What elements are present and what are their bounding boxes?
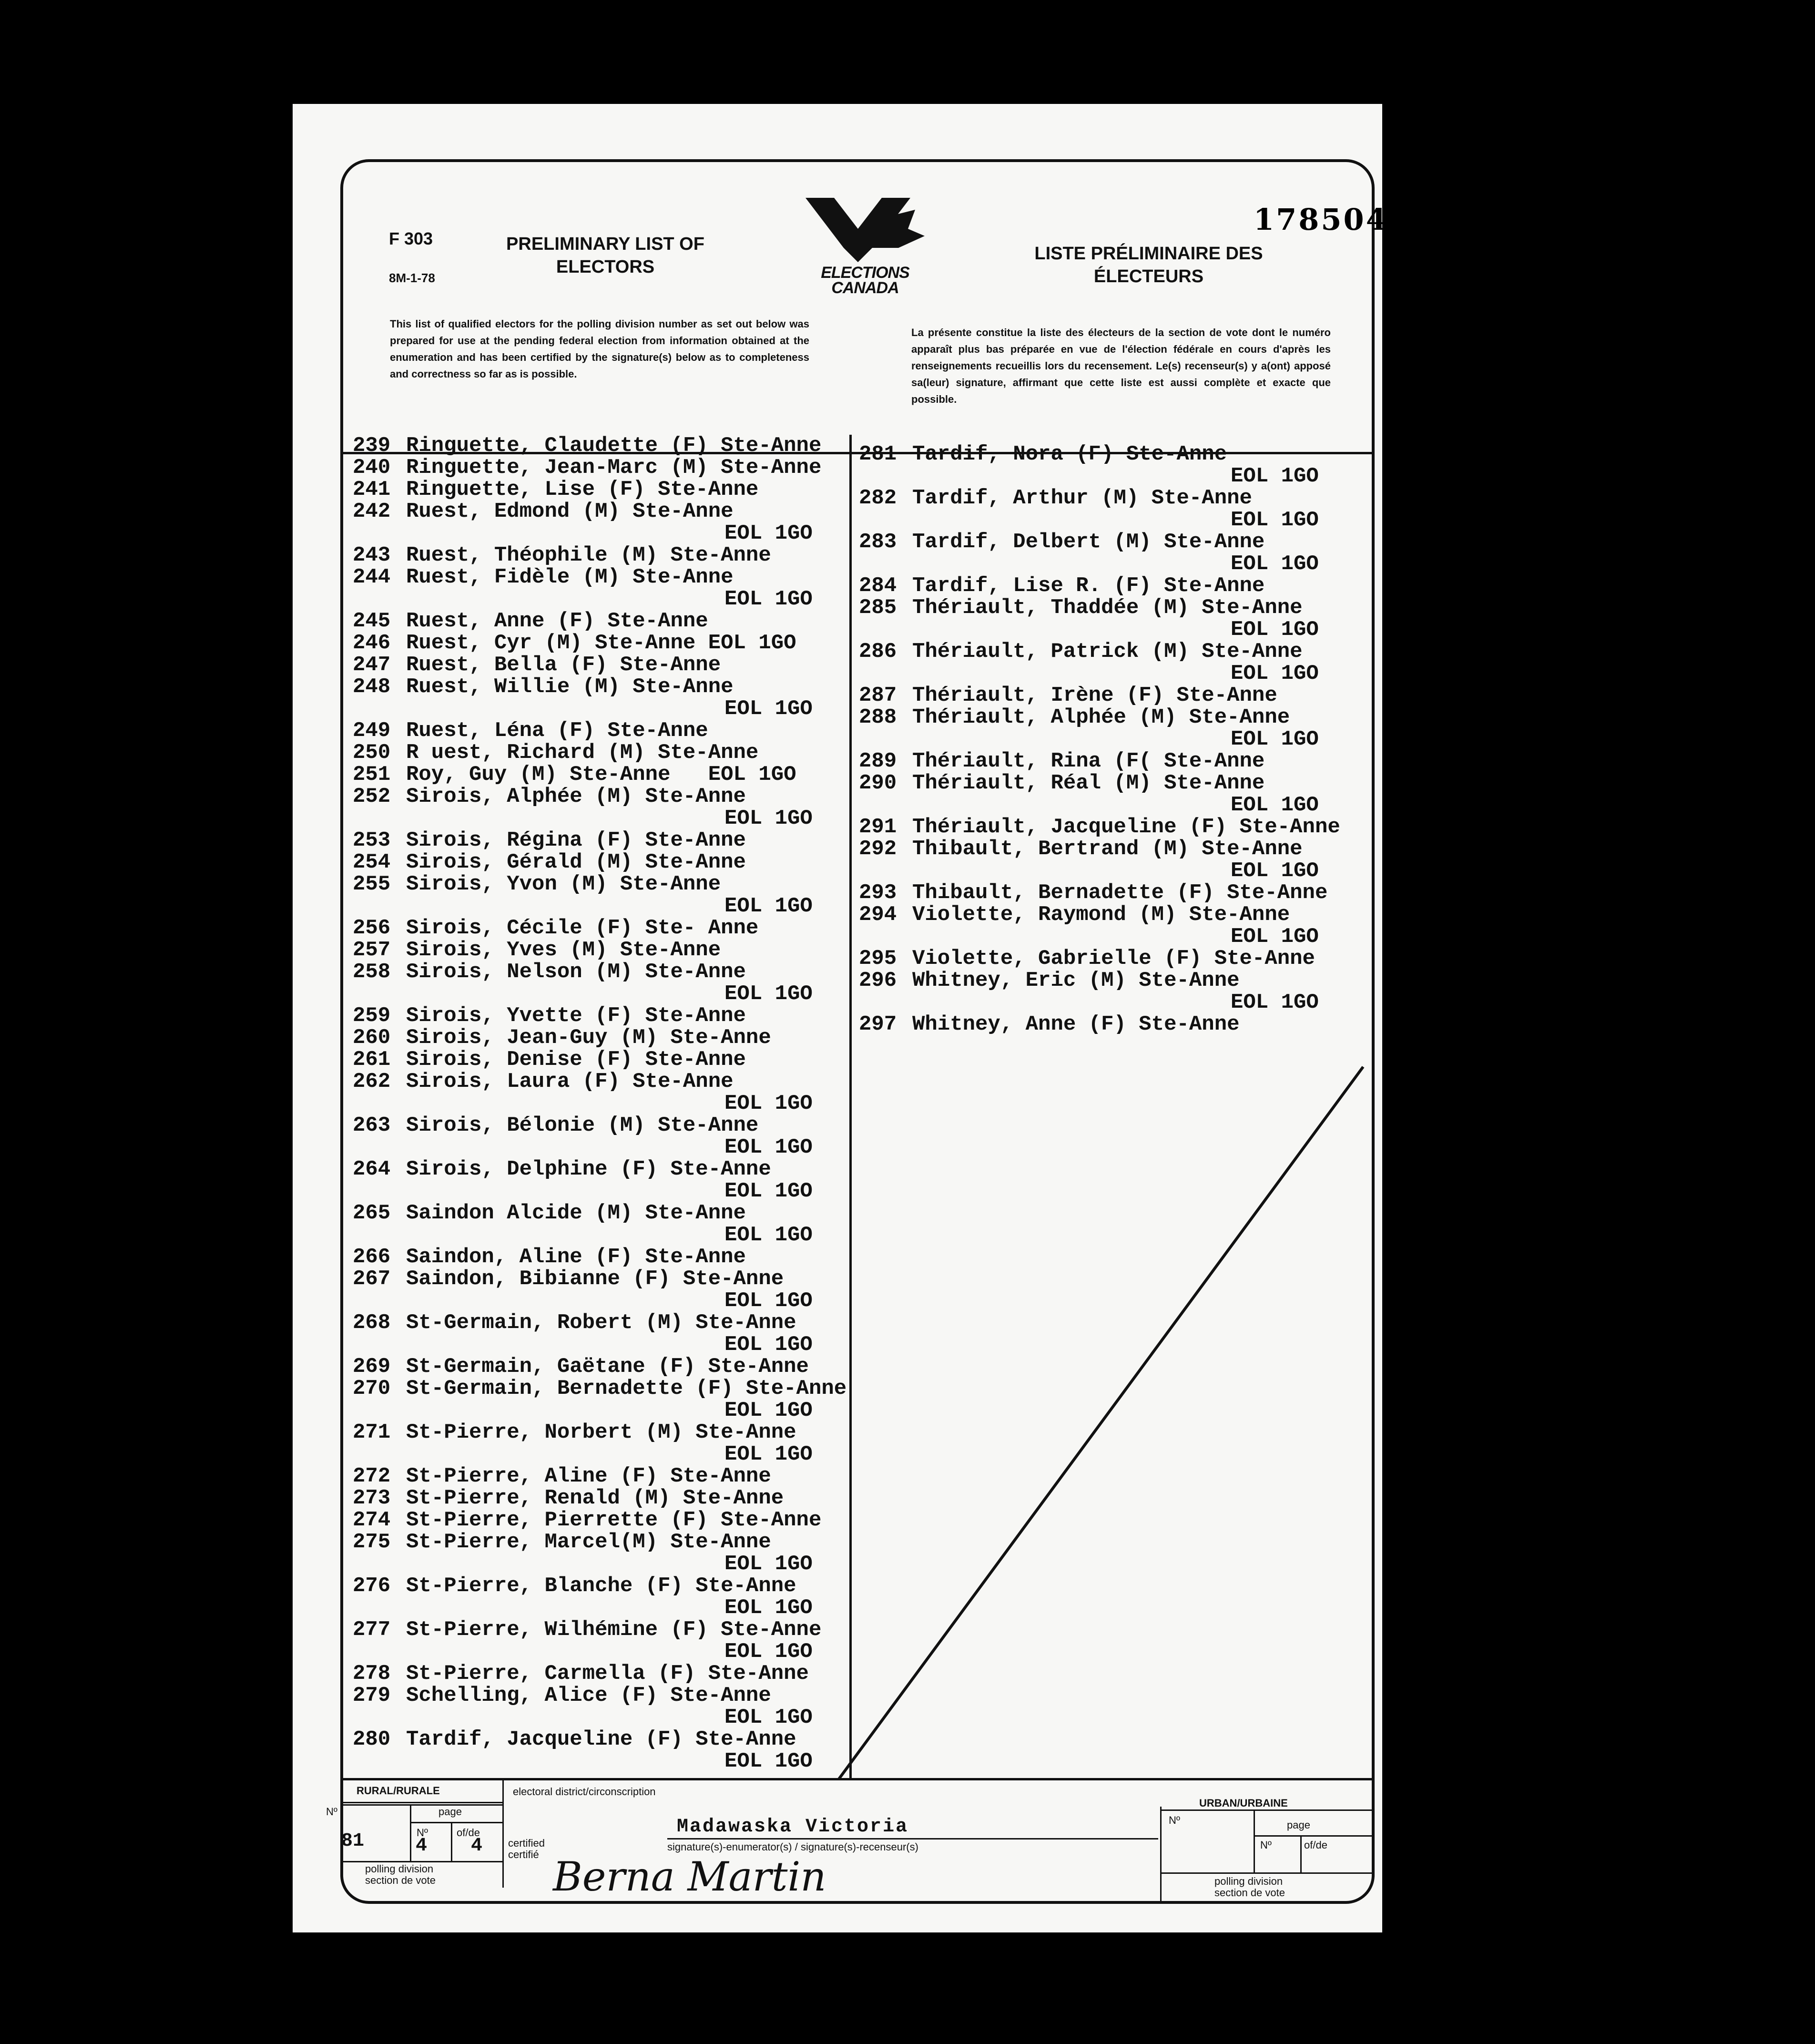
elector-entry: [353, 479, 853, 501]
elector-entry: [859, 750, 1369, 772]
elector-name: Thériault, Rina (F( Ste-Anne: [912, 749, 1265, 773]
postal-code: EOL 1GO: [724, 1552, 813, 1576]
logo-text: ELECTIONS CANADA: [821, 264, 909, 297]
postal-code: EOL 1GO: [724, 1092, 813, 1115]
elector-number: 250: [353, 741, 391, 765]
electoral-district-value: Madawaska Victoria: [677, 1816, 909, 1838]
intro-french: La présente constitue la liste des électeurs de la section de vote dont le numéro apparaît plus bas préparée en vue de l'élection fédérale en cours d'après les renseignements recueillis lors du recensement. Le(s) recenseur(s) y a(ont) apposé sa(leur) signature, affirmant que cette liste est aussi complète et exacte que possible.: [911, 327, 1331, 405]
elector-entry: [353, 1685, 853, 1728]
footer-line-a: [340, 1804, 502, 1806]
footer-line-k: [1254, 1835, 1375, 1837]
elector-number: 272: [353, 1464, 391, 1488]
elector-number: 269: [353, 1355, 391, 1379]
urban-section-de-vote-label: section de vote: [1214, 1887, 1285, 1899]
elector-number: 251: [353, 763, 391, 787]
elector-number: 280: [353, 1727, 391, 1751]
elector-number: 239: [353, 434, 391, 458]
elector-name: Sirois, Denise (F) Ste-Anne: [406, 1048, 746, 1072]
elector-entry: [859, 443, 1369, 487]
elector-number: 247: [353, 653, 391, 677]
elector-number: 290: [859, 771, 897, 795]
elector-number: 267: [353, 1267, 391, 1291]
postal-code: EOL 1GO: [1231, 727, 1319, 751]
urban-no-label: Nº: [1169, 1814, 1180, 1826]
elector-number: 244: [353, 565, 391, 589]
elector-entry: [353, 1728, 853, 1772]
elector-entry: [353, 1005, 853, 1027]
electors-right-column: [859, 443, 1369, 1035]
elector-number: 249: [353, 719, 391, 743]
footer-line-c: [451, 1822, 452, 1861]
elector-entry: [353, 457, 853, 479]
postal-code: EOL 1GO: [724, 1640, 813, 1664]
elector-name: Sirois, Gérald (M) Ste-Anne: [406, 850, 746, 874]
elector-number: 287: [859, 684, 897, 707]
elector-name: Ruest, Léna (F) Ste-Anne: [406, 719, 708, 743]
elector-name: Violette, Gabrielle (F) Ste-Anne: [912, 947, 1315, 971]
elector-name: Sirois, Yvon (M) Ste-Anne: [406, 872, 721, 896]
elector-number: 268: [353, 1311, 391, 1335]
elector-entry: [353, 742, 853, 764]
elector-name: Sirois, Nelson (M) Ste-Anne: [406, 960, 746, 984]
elector-number: 256: [353, 916, 391, 940]
elector-number: 273: [353, 1486, 391, 1510]
postal-code: EOL 1GO: [1231, 508, 1319, 532]
elector-number: 242: [353, 500, 391, 523]
elector-entry: [353, 1378, 853, 1421]
postal-code: EOL 1GO: [724, 807, 813, 830]
elector-entry: [859, 531, 1369, 575]
footer-line-f: [502, 1780, 504, 1888]
polling-division-label: polling division: [365, 1863, 434, 1875]
elector-number: 261: [353, 1048, 391, 1072]
elector-name: Thibault, Bernadette (F) Ste-Anne: [912, 881, 1328, 905]
postal-code: EOL 1GO: [724, 894, 813, 918]
elector-entry: [353, 873, 853, 917]
elector-number: 295: [859, 947, 897, 971]
elector-entry: [353, 939, 853, 961]
elector-entry: [859, 575, 1369, 597]
elector-name: St-Pierre, Wilhémine (F) Ste-Anne: [406, 1618, 822, 1642]
elector-number: 252: [353, 785, 391, 808]
urban-label: URBAN/URBAINE: [1199, 1797, 1288, 1809]
page-of: 4: [471, 1835, 483, 1857]
elector-number: 289: [859, 749, 897, 773]
elector-number: 274: [353, 1508, 391, 1532]
footer-line-l: [1300, 1835, 1302, 1873]
elector-number: 286: [859, 640, 897, 664]
elector-number: 259: [353, 1004, 391, 1028]
title-english: PRELIMINARY LIST OF ELECTORS: [506, 234, 704, 277]
elector-number: 283: [859, 530, 897, 554]
form-date: 8M-1-78: [389, 271, 435, 285]
elector-entry: [353, 501, 853, 544]
elector-number: 264: [353, 1157, 391, 1181]
footer-line-b: [410, 1804, 411, 1861]
postal-code: EOL 1GO: [724, 697, 813, 721]
urban-polling-division-label: polling division: [1214, 1875, 1283, 1887]
elector-entry: [353, 566, 853, 610]
elector-name: Sirois, Cécile (F) Ste- Anne: [406, 916, 759, 940]
postal-code: EOL 1GO: [724, 1442, 813, 1466]
postal-code: EOL 1GO: [724, 521, 813, 545]
elector-number: 243: [353, 543, 391, 567]
elector-number: 281: [859, 442, 897, 466]
footer-line-e: [340, 1861, 502, 1862]
elector-entry: [859, 487, 1369, 531]
elector-name: Saindon, Aline (F) Ste-Anne: [406, 1245, 746, 1269]
elector-number: 246: [353, 631, 391, 655]
elector-entry: [353, 1114, 853, 1158]
elector-entry: [353, 1619, 853, 1663]
elector-number: 262: [353, 1070, 391, 1094]
elector-name: Whitney, Eric (M) Ste-Anne: [912, 969, 1240, 992]
elector-name: St-Pierre, Pierrette (F) Ste-Anne: [406, 1508, 822, 1532]
elector-entry: [353, 435, 853, 457]
elector-name: Schelling, Alice (F) Ste-Anne: [406, 1684, 771, 1707]
elector-name: Sirois, Régina (F) Ste-Anne: [406, 828, 746, 852]
postal-code: EOL 1GO: [1231, 618, 1319, 642]
elector-entry: [353, 1575, 853, 1619]
urban-of-label: of/de: [1304, 1839, 1327, 1851]
postal-code: EOL 1GO: [1231, 464, 1319, 488]
elector-entry: [353, 1509, 853, 1531]
postal-code: EOL 1GO: [724, 1179, 813, 1203]
elector-name: Thériault, Jacqueline (F) Ste-Anne: [912, 815, 1340, 839]
elector-entry: [859, 641, 1369, 685]
blank-area-cancel-line: [837, 1066, 1366, 1781]
elector-name: Tardif, Lise R. (F) Ste-Anne: [912, 574, 1265, 598]
postal-code: EOL 1GO: [724, 1596, 813, 1620]
postal-code: EOL 1GO: [724, 1135, 813, 1159]
elector-number: 265: [353, 1201, 391, 1225]
elector-number: 255: [353, 872, 391, 896]
elector-entry: [859, 597, 1369, 641]
elector-name: R uest, Richard (M) Ste-Anne: [406, 741, 759, 765]
elector-name: Thériault, Alphée (M) Ste-Anne: [912, 705, 1290, 729]
form-code: F 303: [389, 229, 433, 248]
elector-name: Thibault, Bertrand (M) Ste-Anne: [912, 837, 1303, 861]
elector-entry: [353, 1027, 853, 1049]
elector-entry: [353, 632, 853, 654]
elector-name: Ruest, Anne (F) Ste-Anne: [406, 609, 708, 633]
elector-name: Thériault, Patrick (M) Ste-Anne: [912, 640, 1303, 664]
elector-name: Ruest, Fidèle (M) Ste-Anne: [406, 565, 734, 589]
elector-entry: [353, 720, 853, 742]
elector-entry: [353, 961, 853, 1005]
elector-name: St-Pierre, Marcel(M) Ste-Anne: [406, 1530, 771, 1554]
footer-line-m: [1160, 1872, 1375, 1874]
elector-number: 294: [859, 903, 897, 927]
elector-number: 240: [353, 456, 391, 480]
elector-number: 296: [859, 969, 897, 992]
elector-name: Sirois, Delphine (F) Ste-Anne: [406, 1157, 771, 1181]
elector-name: Sirois, Yvette (F) Ste-Anne: [406, 1004, 746, 1028]
certifie-label: certifié: [508, 1849, 539, 1860]
footer-line-j: [1254, 1809, 1255, 1873]
electoral-district-label: electoral district/circonscription: [513, 1786, 656, 1798]
elector-name: Ruest, Cyr (M) Ste-Anne EOL 1GO: [406, 631, 796, 655]
elector-name: St-Germain, Gaëtane (F) Ste-Anne: [406, 1355, 809, 1379]
elector-number: 284: [859, 574, 897, 598]
elector-name: Tardif, Delbert (M) Ste-Anne: [912, 530, 1265, 554]
postal-code: EOL 1GO: [724, 1333, 813, 1357]
elector-name: Sirois, Bélonie (M) Ste-Anne: [406, 1114, 759, 1137]
elector-entry: [859, 904, 1369, 948]
elector-number: 241: [353, 478, 391, 501]
elector-number: 277: [353, 1618, 391, 1642]
elector-number: 254: [353, 850, 391, 874]
elector-name: St-Pierre, Blanche (F) Ste-Anne: [406, 1574, 796, 1598]
elector-number: 293: [859, 881, 897, 905]
elector-name: St-Pierre, Carmella (F) Ste-Anne: [406, 1662, 809, 1686]
elector-number: 270: [353, 1377, 391, 1400]
elector-name: Ruest, Bella (F) Ste-Anne: [406, 653, 721, 677]
elector-number: 260: [353, 1026, 391, 1050]
elector-name: St-Pierre, Norbert (M) Ste-Anne: [406, 1421, 796, 1444]
postal-code: EOL 1GO: [1231, 925, 1319, 949]
elector-entry: [353, 1663, 853, 1685]
postal-code: EOL 1GO: [1231, 662, 1319, 685]
elector-name: St-Pierre, Renald (M) Ste-Anne: [406, 1486, 784, 1510]
elector-name: Tardif, Arthur (M) Ste-Anne: [912, 486, 1252, 510]
elector-name: Ruest, Edmond (M) Ste-Anne: [406, 500, 734, 523]
signature-label: signature(s)-enumerator(s) / signature(s)-recenseur(s): [667, 1841, 918, 1853]
elector-name: Saindon Alcide (M) Ste-Anne: [406, 1201, 746, 1225]
elector-entry: [859, 772, 1369, 816]
elector-name: Sirois, Alphée (M) Ste-Anne: [406, 785, 746, 808]
elector-entry: [353, 829, 853, 851]
postal-code: EOL 1GO: [1231, 859, 1319, 883]
electors-left-column: [353, 435, 853, 1772]
footer-line-i: [1160, 1809, 1375, 1811]
elector-number: 245: [353, 609, 391, 633]
elector-entry: [353, 676, 853, 720]
rural-page-no-label: Nº: [417, 1827, 428, 1839]
elector-entry: [353, 1049, 853, 1071]
elector-number: 258: [353, 960, 391, 984]
elector-entry: [353, 1465, 853, 1487]
elector-entry: [353, 544, 853, 566]
elector-name: Thériault, Thaddée (M) Ste-Anne: [912, 596, 1303, 620]
elector-name: Sirois, Yves (M) Ste-Anne: [406, 938, 721, 962]
intro-english: This list of qualified electors for the polling division number as set out below was prepared for use at the pending federal election from information obtained at the enumeration and has been certified by the signature(s) below as to completeness and correctness so far as is possible.: [390, 318, 809, 380]
rural-page-label: page: [438, 1806, 462, 1818]
elector-name: Ruest, Willie (M) Ste-Anne: [406, 675, 734, 699]
elector-entry: [859, 816, 1369, 838]
elector-number: 292: [859, 837, 897, 861]
rural-label: RURAL/RURALE: [357, 1785, 440, 1797]
elector-number: 276: [353, 1574, 391, 1598]
elector-entry: [859, 1013, 1369, 1035]
elector-entry: [353, 1071, 853, 1114]
elector-entry: [353, 1356, 853, 1378]
postal-code: EOL 1GO: [1231, 991, 1319, 1014]
serial-number: 178504: [1254, 202, 1388, 237]
elector-entry: [859, 706, 1369, 750]
elector-name: Thériault, Irène (F) Ste-Anne: [912, 684, 1277, 707]
postal-code: EOL 1GO: [724, 587, 813, 611]
postal-code: EOL 1GO: [724, 1223, 813, 1247]
postal-code: EOL 1GO: [724, 1749, 813, 1773]
elector-number: 248: [353, 675, 391, 699]
elector-name: Whitney, Anne (F) Ste-Anne: [912, 1012, 1240, 1036]
elector-entry: [353, 1312, 853, 1356]
elector-entry: [353, 851, 853, 873]
elector-entry: [353, 1421, 853, 1465]
elector-name: Sirois, Laura (F) Ste-Anne: [406, 1070, 734, 1094]
elector-entry: [353, 1202, 853, 1246]
elector-name: Ringuette, Claudette (F) Ste-Anne: [406, 434, 822, 458]
elector-number: 291: [859, 815, 897, 839]
elector-name: Ruest, Théophile (M) Ste-Anne: [406, 543, 771, 567]
elector-number: 257: [353, 938, 391, 962]
elector-number: 266: [353, 1245, 391, 1269]
elector-entry: [859, 882, 1369, 904]
elector-name: Ringuette, Jean-Marc (M) Ste-Anne: [406, 456, 822, 480]
urban-page-no-label: Nº: [1260, 1839, 1272, 1851]
elector-entry: [353, 654, 853, 676]
elector-number: 263: [353, 1114, 391, 1137]
rural-of-label: of/de: [457, 1827, 480, 1839]
title-french: LISTE PRÉLIMINAIRE DES ÉLECTEURS: [1034, 244, 1263, 286]
elector-entry: [353, 1246, 853, 1268]
elector-number: 275: [353, 1530, 391, 1554]
elector-name: Tardif, Jacqueline (F) Ste-Anne: [406, 1727, 796, 1751]
elector-name: Roy, Guy (M) Ste-Anne EOL 1GO: [406, 763, 796, 787]
elector-number: 282: [859, 486, 897, 510]
postal-code: EOL 1GO: [1231, 793, 1319, 817]
postal-code: EOL 1GO: [724, 982, 813, 1006]
certified-label: certified: [508, 1837, 545, 1849]
elector-number: 288: [859, 705, 897, 729]
elector-entry: [353, 610, 853, 632]
postal-code: EOL 1GO: [724, 1399, 813, 1422]
elector-number: 279: [353, 1684, 391, 1707]
rural-no-label: Nº: [326, 1806, 337, 1818]
section-de-vote-label: section de vote: [365, 1874, 436, 1886]
elector-entry: [353, 764, 853, 786]
elector-name: St-Pierre, Aline (F) Ste-Anne: [406, 1464, 771, 1488]
elector-entry: [859, 838, 1369, 882]
urban-page-label: page: [1287, 1819, 1310, 1831]
elector-entry: [353, 1531, 853, 1575]
elector-entry: [353, 917, 853, 939]
elector-number: 285: [859, 596, 897, 620]
elector-name: Tardif, Nora (F) Ste-Anne: [912, 442, 1227, 466]
footer-line-d: [410, 1822, 502, 1823]
elector-name: Sirois, Jean-Guy (M) Ste-Anne: [406, 1026, 771, 1050]
page-number: 4: [416, 1835, 428, 1857]
postal-code: EOL 1GO: [724, 1706, 813, 1729]
elector-entry: [859, 948, 1369, 970]
elector-number: 278: [353, 1662, 391, 1686]
elector-number: 253: [353, 828, 391, 852]
elector-name: Violette, Raymond (M) Ste-Anne: [912, 903, 1290, 927]
footer-line-h: [1160, 1807, 1162, 1902]
elector-entry: [353, 786, 853, 829]
elector-name: St-Germain, Bernadette (F) Ste-Anne: [406, 1377, 847, 1400]
footer-line-g: [667, 1838, 1158, 1840]
elector-name: Saindon, Bibianne (F) Ste-Anne: [406, 1267, 784, 1291]
elector-entry: [353, 1268, 853, 1312]
elector-entry: [353, 1158, 853, 1202]
enumerator-signature: Berna Martin: [553, 1853, 826, 1900]
elector-name: Ringuette, Lise (F) Ste-Anne: [406, 478, 759, 501]
elector-name: Thériault, Réal (M) Ste-Anne: [912, 771, 1265, 795]
postal-code: EOL 1GO: [1231, 552, 1319, 576]
elector-entry: [859, 685, 1369, 706]
elector-number: 271: [353, 1421, 391, 1444]
elector-entry: [353, 1487, 853, 1509]
elector-entry: [859, 970, 1369, 1013]
elector-number: 297: [859, 1012, 897, 1036]
polling-division-number: 81: [341, 1830, 365, 1852]
footer-box-top: [340, 1802, 502, 1803]
elector-name: St-Germain, Robert (M) Ste-Anne: [406, 1311, 796, 1335]
postal-code: EOL 1GO: [724, 1289, 813, 1313]
